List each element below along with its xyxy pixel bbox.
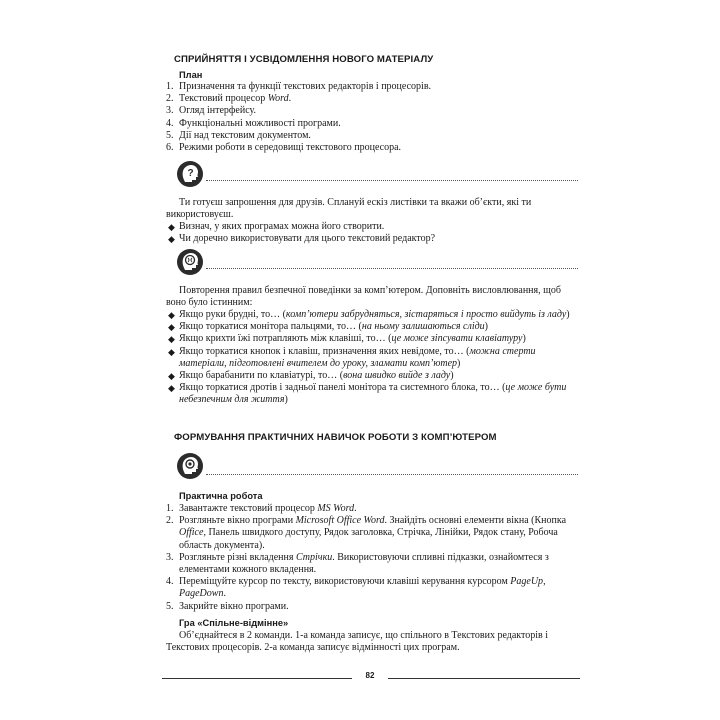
practice-head-icon bbox=[177, 453, 203, 479]
section-title: СПРИЙНЯТТЯ І УСВІДОМЛЕННЯ НОВОГО МАТЕРІАЛУ bbox=[174, 54, 434, 65]
plan-item: 4. Функціональні можливості програми. bbox=[166, 117, 341, 129]
item-number: 2. bbox=[166, 515, 174, 527]
practice-label: Практична робота bbox=[179, 491, 263, 501]
answer-text: комп’ютери забрудняться, зістаряться і просто вийдуть із ладу bbox=[285, 309, 567, 320]
diamond-bullet-icon: ◆ bbox=[168, 371, 175, 382]
item-number: 3. bbox=[166, 105, 174, 117]
safety-item: ◆ Якщо торкатися монітора пальцями, то… (на ньому залишаються сліди) bbox=[168, 321, 489, 333]
diamond-bullet-icon: ◆ bbox=[168, 322, 175, 333]
practice-step: 4. Переміщуйте курсор по тексту, використовуючи клавіші керування курсором PageUp, PageDown. bbox=[166, 576, 546, 600]
practice-step: 1. Завантажте текстовий процесор MS Word. bbox=[166, 503, 357, 514]
game-paragraph: Об’єднайтеся в 2 команди. 1-а команда записує, що спільного в Текстових редакторів і Текстових процесорів. 2-а команда записує відмінності цих програм. bbox=[166, 630, 549, 654]
footer-rule-right bbox=[388, 678, 580, 679]
safety-list bbox=[166, 309, 580, 407]
svg-text:?: ? bbox=[187, 168, 194, 179]
item-number: 2. bbox=[166, 93, 174, 105]
item-emphasis: PageDown bbox=[179, 588, 224, 600]
footer-rule-left bbox=[162, 678, 352, 679]
practice-step: 5. Закрийте вікно програми. bbox=[166, 600, 289, 612]
diamond-bullet-icon: ◆ bbox=[168, 310, 175, 320]
plan-label: План bbox=[179, 70, 203, 80]
plan-item: 2. Текстовий процесор Word. bbox=[166, 93, 292, 105]
practice-steps bbox=[166, 503, 580, 613]
plan-item: 1. Призначення та функції текстових редакторів і процесорів. bbox=[166, 81, 432, 92]
answer-text: це може бути небезпечним для життя bbox=[179, 382, 567, 406]
safety-intro: Повторення правил безпечної поведінки за комп’ютером. Доповніть висловлювання, щоб воно було істинним: bbox=[166, 285, 561, 309]
diamond-bullet-icon: ◆ bbox=[168, 222, 175, 232]
item-emphasis: Office bbox=[179, 527, 204, 539]
answer-text: це може зіпсувати клавіатуру bbox=[391, 333, 523, 345]
item-number: 3. bbox=[166, 551, 174, 563]
item-number: 1. bbox=[166, 81, 174, 92]
safety-item: ◆ Якщо торкатися кнопок і клавіш, призначення яких невідоме, то… (можна стерти матеріали, підготовлені вчителем до уроку, зламати комп’ютер) bbox=[168, 345, 536, 369]
safety-item: ◆ Якщо руки брудні, то… (комп’ютери забрудняться, зістаряться і просто вийдуть із ладу) bbox=[168, 309, 570, 320]
safety-item: ◆ Якщо торкатися дротів і задньої панелі монітора та системного блока, то… (це може бути небезпечним для життя) bbox=[168, 382, 567, 406]
diamond-bullet-icon: ◆ bbox=[168, 334, 175, 345]
item-number: 5. bbox=[166, 129, 174, 141]
safety-item: ◆ Якщо крихти їжі потрапляють між клавіші, то… (це може зіпсувати клавіатуру) bbox=[168, 333, 526, 345]
answer-text: на ньому залишаються сліди bbox=[361, 321, 485, 333]
practice-step: 3. Розгляньте різні вкладення Стрічки. Використовуючи спливні підказки, ознайомтеся з елементами кожного вкладення. bbox=[166, 551, 549, 576]
plan-item: 3. Огляд інтерфейсу. bbox=[166, 105, 257, 117]
bullet-item: ◆ Визнач, у яких програмах можна його створити. bbox=[168, 221, 385, 232]
dotted-rule bbox=[206, 474, 578, 475]
intro-paragraph: Ти готуєш запрошення для друзів. Сплануй ескіз листівки та вкажи об’єкти, які ти використовуєш. bbox=[166, 197, 532, 221]
answer-text: можна стерти матеріали, підготовлені вчителем до уроку, зламати комп’ютер bbox=[179, 345, 536, 369]
section-title: ФОРМУВАННЯ ПРАКТИЧНИХ НАВИЧОК РОБОТИ З КОМП’ЮТЕРОМ bbox=[174, 432, 497, 443]
item-emphasis: PageUp bbox=[510, 576, 544, 588]
dotted-rule bbox=[206, 268, 578, 269]
diamond-bullet-icon: ◆ bbox=[168, 234, 175, 245]
question-bullets bbox=[166, 221, 580, 245]
item-number: 4. bbox=[166, 117, 174, 129]
item-emphasis: Стрічки bbox=[295, 551, 333, 563]
diamond-bullet-icon: ◆ bbox=[168, 383, 175, 394]
brain-head-icon bbox=[177, 249, 203, 275]
bullet-item: ◆ Чи доречно використовувати для цього текстовий редактор? bbox=[168, 233, 436, 245]
diamond-bullet-icon: ◆ bbox=[168, 346, 175, 357]
plan-item: 5. Дії над текстовим документом. bbox=[166, 129, 311, 141]
item-number: 6. bbox=[166, 142, 174, 154]
plan-item: 6. Режими роботи в середовищі текстового процесора. bbox=[166, 142, 402, 154]
question-head-icon bbox=[177, 161, 203, 187]
page bbox=[162, 0, 580, 720]
item-emphasis: Microsoft Office Word bbox=[295, 515, 385, 527]
item-emphasis: MS Word bbox=[317, 503, 355, 514]
item-emphasis: Word bbox=[267, 93, 289, 105]
plan-list bbox=[166, 81, 580, 154]
item-number: 1. bbox=[166, 503, 174, 514]
safety-item: ◆ Якщо барабанити по клавіатурі, то… (вона швидко вийде з ладу) bbox=[168, 370, 454, 382]
dotted-rule bbox=[206, 180, 578, 181]
item-number: 5. bbox=[166, 600, 174, 612]
item-number: 4. bbox=[166, 576, 174, 588]
game-label: Гра «Спільне-відмінне» bbox=[179, 618, 289, 628]
answer-text: вона швидко вийде з ладу bbox=[343, 370, 451, 382]
page-number: 82 bbox=[365, 671, 375, 680]
practice-step: 2. Розгляньте вікно програми Microsoft Office Word. Знайдіть основні елементи вікна (Кнопка Office, Панель швидкого доступу, Рядок заголовка, Стрічка, Лінійки, Рядок стану, Робоча область документа). bbox=[166, 515, 567, 551]
